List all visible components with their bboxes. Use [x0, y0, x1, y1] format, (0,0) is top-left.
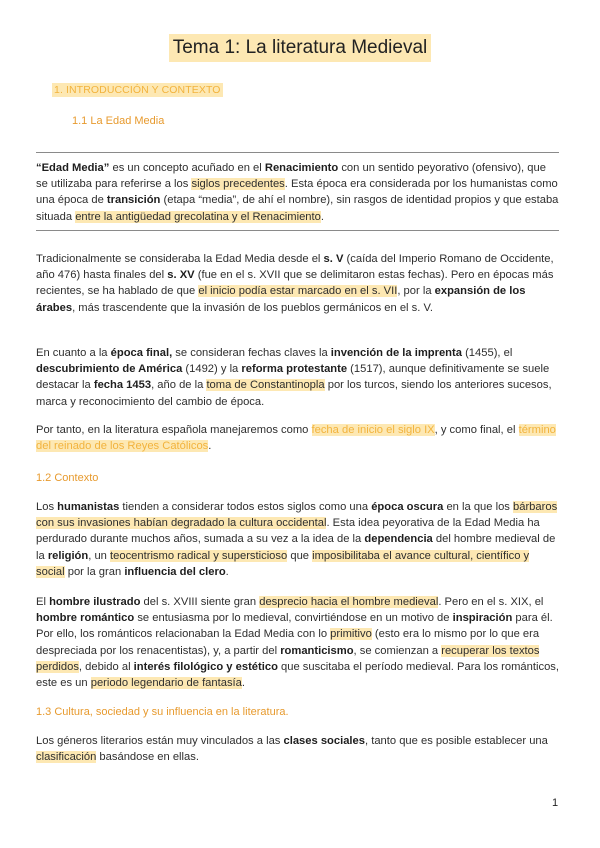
text: Los géneros literarios están muy vinculados a las — [36, 735, 284, 747]
text: , por la — [397, 285, 435, 298]
highlight: toma de Constantinopla — [206, 379, 325, 392]
text: es un concepto acuñado en el — [109, 162, 265, 174]
text: (1517), aunque definitivamente se suele destacar la — [36, 363, 550, 392]
text: En cuanto a la — [36, 347, 111, 359]
paragraph-definition — [36, 160, 560, 225]
term: s. XV — [167, 269, 195, 282]
highlight: término del reinado de los Reyes Católicos — [36, 424, 556, 453]
text: (caída del Imperio Romano de Occidente, año 476) hasta finales del — [36, 253, 554, 282]
text: en la que los — [443, 501, 514, 513]
term: invención de la imprenta — [330, 347, 462, 359]
paragraph-end-period — [36, 345, 560, 410]
highlight: desprecio hacia el hombre medieval — [259, 596, 439, 608]
text: El — [36, 596, 50, 608]
text: , se comienzan a — [353, 644, 442, 657]
highlight: entre la antigüedad grecolatina y el Renacimiento — [75, 210, 321, 223]
paragraph-humanists — [36, 499, 560, 580]
term: expansión de los árabes — [36, 285, 526, 314]
term: clases sociales — [283, 735, 365, 747]
paragraph-romantics — [36, 594, 560, 691]
text: por la gran — [64, 565, 125, 578]
text: se consideran fechas claves la — [172, 347, 331, 359]
text: del hombre medieval de la — [36, 533, 556, 562]
text: se entusiasma por lo medieval, convirtiéndose en un motivo de — [134, 612, 453, 625]
text: , y como final, el — [434, 424, 519, 436]
top-divider — [36, 152, 559, 153]
term: fecha 1453 — [93, 379, 152, 392]
term: transición — [106, 194, 161, 207]
highlight: imposibilitaba el avance cultural, científico y social — [36, 549, 530, 578]
subsection-heading-1-1: 1.1 La Edad Media — [72, 115, 165, 127]
highlight: el inicio podía estar marcado en el s. VII — [198, 285, 398, 298]
paragraph-spanish-literature — [36, 422, 560, 454]
page-number: 1 — [552, 797, 559, 809]
term: hombre ilustrado — [49, 596, 141, 608]
highlight: clasificación — [36, 751, 97, 764]
term: inspiración — [452, 612, 513, 625]
term: interés filológico y estético — [133, 660, 278, 673]
text: (1455), el — [461, 347, 513, 359]
text: Por tanto, en la literatura española manejaremos como — [36, 424, 312, 436]
highlight: teocentrismo radical y supersticioso — [110, 549, 288, 562]
text: con un sentido peyorativo (ofensivo), que se utilizaba para referirse a los — [36, 162, 546, 191]
highlight: bárbaros con sus invasiones habían degradado la cultura occidental — [36, 501, 558, 530]
text: por los turcos, siendo los anteriores sucesos, marca y reconocimiento del cambio de época. — [36, 379, 552, 408]
text: que suscitaba el período medieval. Para los románticos, este es un — [36, 660, 559, 690]
bottom-divider — [36, 230, 559, 231]
text: (fue en el s. XVII que se delimitaron estas fechas). Pero en épocas más recientes, se ha hablado de que — [36, 269, 554, 298]
subsection-heading-1-3: 1.3 Cultura, sociedad y su influencia en la literatura. — [36, 706, 289, 718]
title-wrapper — [0, 34, 600, 62]
term: influencia del clero — [124, 565, 226, 578]
term: época final, — [110, 347, 173, 359]
text: , un — [88, 549, 111, 562]
text: basándose en ellas. — [96, 751, 199, 764]
term: “Edad Media” — [36, 162, 110, 174]
text: del s. XVIII siente gran — [140, 596, 260, 608]
text: , año de la — [151, 379, 207, 392]
text: (1492) y la — [182, 363, 242, 376]
text: . — [225, 565, 229, 578]
text: para él. Por ello, los románticos relacionaban la Edad Media con lo — [36, 612, 553, 641]
text: Tradicionalmente se consideraba la Edad Media desde el — [36, 253, 324, 265]
text: Los — [36, 501, 58, 513]
term: romanticismo — [280, 644, 354, 657]
term: humanistas — [57, 501, 120, 513]
text: , debido al — [78, 660, 134, 673]
highlight: periodo legendario de fantasía — [90, 677, 242, 690]
text: . Esta época era considerada por los humanistas como una época de — [36, 178, 558, 207]
section-heading: 1. INTRODUCCIÓN Y CONTEXTO — [54, 84, 221, 96]
text: . — [208, 440, 212, 453]
text: . Esta idea peyorativa de la Edad Media ha perdurado durante muchos años, sumada a su vez a la idea de la — [36, 517, 540, 546]
highlight: fecha de inicio el siglo IX — [311, 424, 435, 436]
text: (esto era lo mismo por lo que era despreciada por los renacentistas), y, a partir del — [36, 628, 540, 657]
text: que — [287, 549, 313, 562]
text: . — [320, 210, 324, 223]
text: . — [241, 677, 245, 690]
highlight: recuperar los textos perdidos — [36, 644, 540, 673]
paragraph-social-classes — [36, 733, 560, 765]
term: época oscura — [371, 501, 444, 513]
term: descubrimiento de América — [36, 363, 183, 376]
term: religión — [47, 549, 89, 562]
term: hombre romántico — [36, 612, 135, 625]
term: reforma protestante — [241, 363, 348, 376]
subsection-heading-1-2: 1.2 Contexto — [36, 472, 99, 484]
text: . Pero en el s. XIX, el — [438, 596, 544, 608]
term: Renacimiento — [264, 162, 339, 174]
highlight: primitivo — [330, 628, 372, 641]
term: s. V — [323, 253, 344, 265]
text: , tanto que es posible establecer una — [365, 735, 548, 747]
text: tienden a considerar todos estos siglos como una — [119, 501, 372, 513]
term: dependencia — [364, 533, 433, 546]
highlight: siglos precedentes — [191, 178, 285, 191]
text: (etapa “media”, de ahí el nombre), sin rasgos de identidad propios y que estaba situada — [36, 194, 559, 223]
page-title: Tema 1: La literatura Medieval — [169, 34, 432, 62]
text: , más trascendente que la invasión de los pueblos germánicos en el s. V. — [72, 301, 433, 314]
paragraph-dates — [36, 251, 560, 316]
